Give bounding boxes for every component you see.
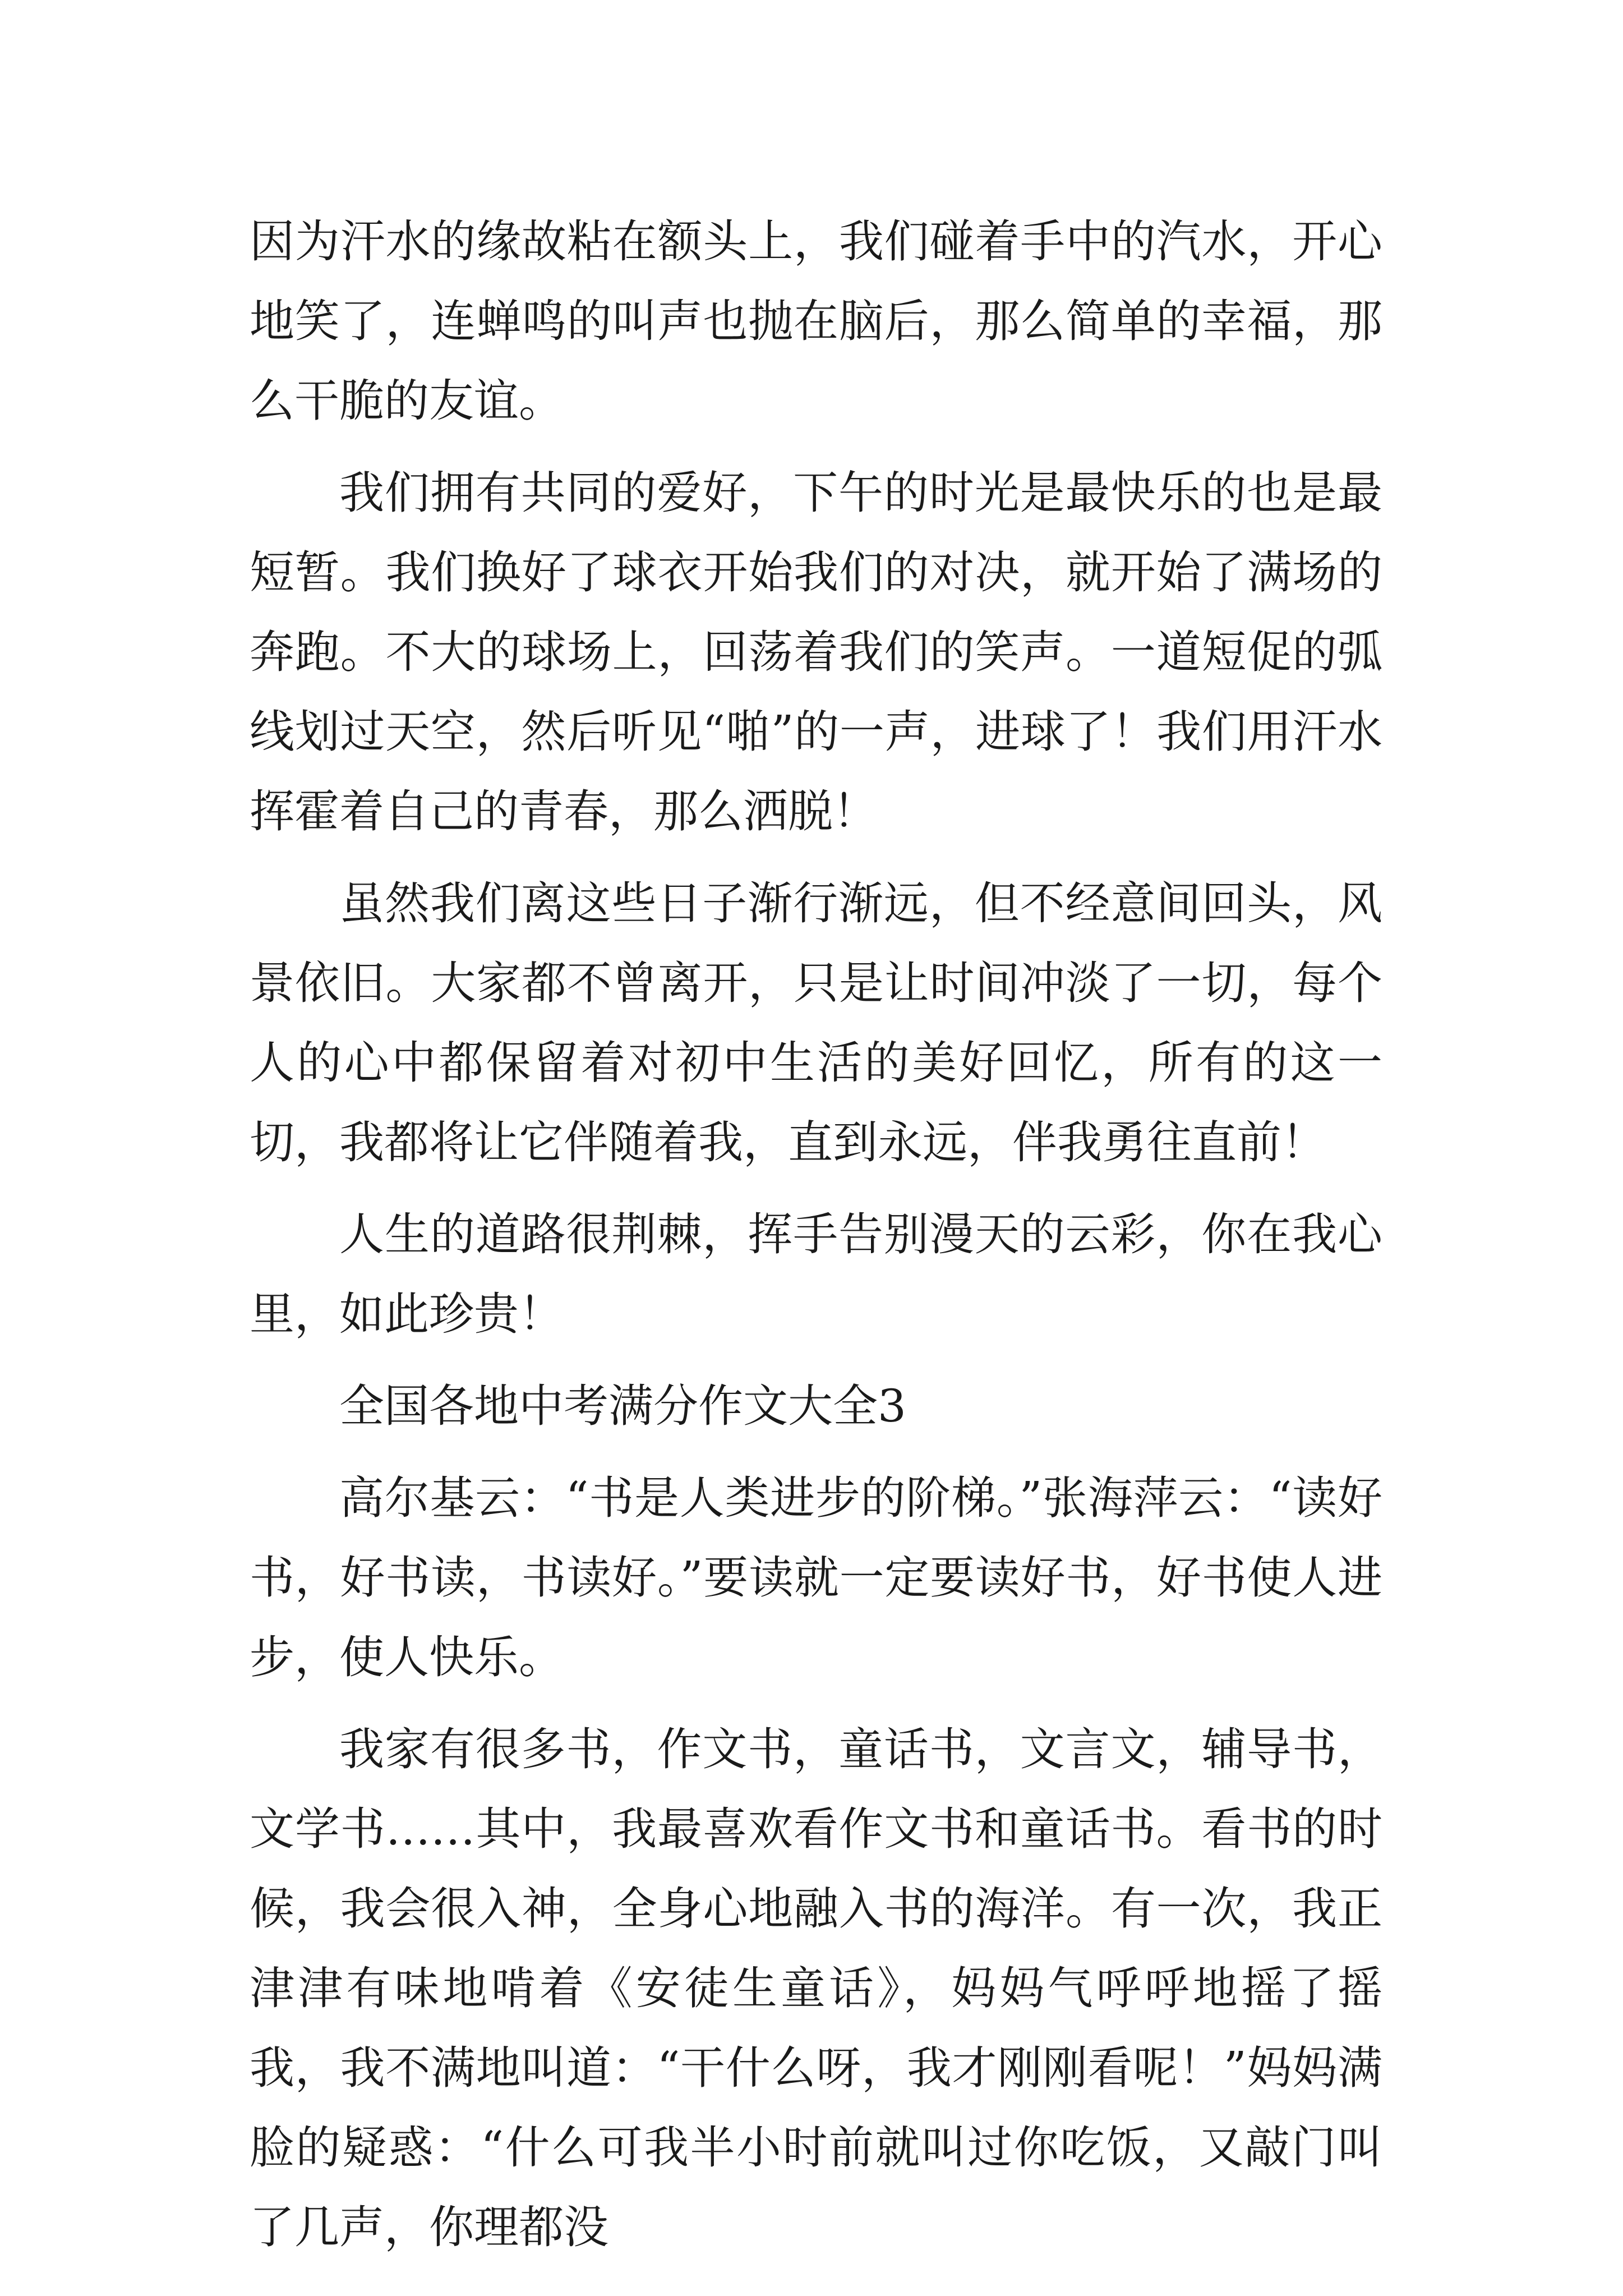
paragraph-2: 我们拥有共同的爱好，下午的时光是最快乐的也是最短暂。我们换好了球衣开始我们的对决，就开始了满场的奔跑。不大的球场上，回荡着我们的笑声。一道短促的弧线划过天空，然后听见“啪”的一声，进球了！我们用汗水挥霍着自己的青春，那么洒脱！ [250, 467, 1382, 838]
document-body [250, 202, 1382, 2280]
section-heading: 全国各地中考满分作文大全3 [339, 1380, 906, 1432]
paragraph-5: 高尔基云：“书是人类进步的阶梯。”张海萍云：“读好书，好书读，书读好。”要读就一定要读好书，好书使人进步，使人快乐。 [250, 1472, 1382, 1683]
paragraph-3: 虽然我们离这些日子渐行渐远，但不经意间回头，风景依旧。大家都不曾离开，只是让时间冲淡了一切，每个人的心中都保留着对初中生活的美好回忆，所有的这一切，我都将让它伴随着我，直到永远，伴我勇往直前！ [250, 877, 1382, 1168]
paragraph-1: 因为汗水的缘故粘在额头上，我们碰着手中的汽水，开心地笑了，连蝉鸣的叫声也抛在脑后，那么简单的幸福，那么干脆的友谊。 [250, 215, 1382, 427]
paragraph-4: 人生的道路很荆棘，挥手告别漫天的云彩，你在我心里，如此珍贵！ [250, 1208, 1382, 1340]
paragraph-6: 我家有很多书，作文书，童话书，文言文，辅导书，文学书……其中，我最喜欢看作文书和童话书。看书的时候，我会很入神，全身心地融入书的海洋。有一次，我正津津有味地啃着《安徒生童话》，妈妈气呼呼地摇了摇我，我不满地叫道：“干什么呀，我才刚刚看呢！”妈妈满脸的疑惑：“什么可我半小时前就叫过你吃饭，又敲门叫了几声，你理都没 [250, 1723, 1382, 2253]
